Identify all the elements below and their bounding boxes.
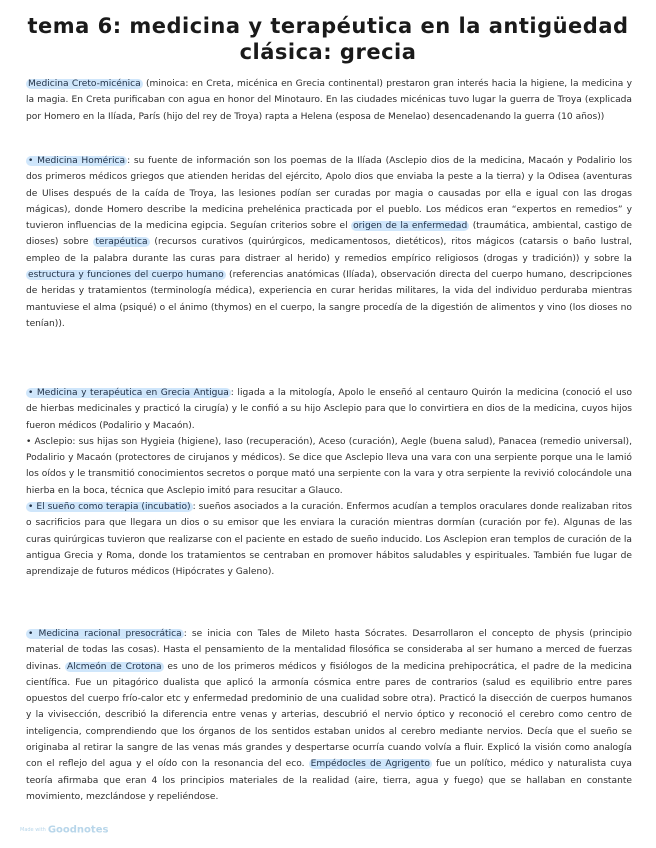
paragraph-text: (referencias anatómicas (Ilíada), observación directa del cuerpo humano, descripciones de heridas y tratamientos (terminología médica), experiencia en curar heridas militares, la vida del individuo perduraba mientras mantuviese el alma (psiqué) o el ánimo (thymos) en el cuerpo, la sangre procedía de la digestión de alimentos y vino (los dioses no tenían)). (26, 270, 632, 329)
watermark-made-with: Made with (20, 827, 46, 833)
goodnotes-watermark (20, 822, 108, 838)
paragraph-text: fue un político, médico y naturalista cuya teoría afirmaba que eran 4 los principios materiales de la realidad (aire, tierra, agua y fuego) que se hallaban en constante movimiento, mezclándose y repeliéndose. (26, 759, 632, 802)
watermark-brand: Goodnotes (47, 824, 109, 836)
paragraph-text: : ligada a la mitología, Apolo le enseñó al centauro Quirón la medicina (conoció el uso de hierbas medicinales y practicó la cirugía) y le confió a su hijo Asclepio para que lo convirtiera en dios de la medicina, cuyos hijos fueron médicos (Podalirio y Macaón). (26, 388, 632, 431)
paragraph (26, 434, 632, 499)
paragraph (26, 499, 632, 580)
paragraph (26, 76, 632, 125)
highlight-term: Empédocles de Agrigento (310, 759, 430, 770)
highlight-term: • El sueño como terapia (incubatio) (28, 502, 191, 513)
paragraph-text: (minoica: en Creta, micénica en Grecia continental) prestaron gran interés hacia la higiene, la medicina y la magia. En Creta purificaban con agua en honor del Minotauro. En las ciudades micénicas tuvo lugar la guerra de Troya (explicada por Homero en la Ilíada, París (hijo del rey de Troya) rapta a Helena (esposa de Menelao) desencadenando la guerra (10 años)) (26, 79, 632, 122)
section-grecia-antigua (26, 385, 632, 617)
paragraph-text: es uno de los primeros médicos y fisiólogos de la medicina prehipocrática, el padre de la medicina científica. Fue un pitagórico dualista que aplicó la armonía cósmica entre pares de contrarios (salud es equilibrio entre pares opuestos del cuerpo frío-calor etc y enfermedad predominio de una cualidad sobre otra). Practicó la disección de cuerpos humanos y la vivisección, describió la diferencia entre venas y arterias, descubrió el nervio óptico y reconoció el cerebro como centro de inteligencia, comprendiendo que los órganos de los sentidos estaban unidos al cerebro mediante nervios. Decía que el sueño se originaba al retirar la sangre de las venas más grandes y despertarse ocurría cuando volvía a fluir. Explicó la visión como analogía con el reflejo del agua y el oído con la resonancia del eco. (26, 661, 632, 770)
paragraph (26, 153, 632, 332)
paragraph-text: (traumática, ambiental, castigo de dioses) sobre (26, 221, 632, 248)
page-title-line-1: tema 6: medicina y terapéutica en la antigüedad (27, 14, 629, 38)
highlight-term: • Medicina y terapéutica en Grecia Antigua (28, 388, 229, 398)
highlight-term: • Medicina Homérica (28, 156, 126, 166)
highlight-term: • Medicina racional presocrática (28, 629, 182, 639)
highlight-term: terapéutica (95, 237, 148, 248)
paragraph-text: • Asclepio: sus hijas son Hygieia (higiene), Iaso (recuperación), Aceso (curación), Aegle (buena salud), Panacea (remedio universal), Podalirio y Macaón (protectores de cirujanos y médicos). Se dice que Asclepio lleva una vara con una serpiente porque una le lamió los oídos y le transmitió conocimientos secretos o porque mató una serpiente con la vara y otra serpiente la revivió colocándole una hierba en la boca, técnica que Asclepio imitó para resucitar a Glauco. (26, 436, 632, 496)
page-title-line-2: clásica: grecia (239, 40, 417, 64)
paragraph (26, 385, 632, 434)
section-creto-micenica (26, 76, 632, 154)
paragraph (26, 626, 632, 805)
section-homerica (26, 153, 632, 368)
highlight-term: origen de la enfermedad (353, 221, 468, 232)
highlight-term: Medicina Creto-micénica (28, 79, 141, 89)
paragraph-text: : su fuente de información son los poemas de la Ilíada (Asclepio dios de la medicina, Macaón y Podalirio los dos primeros médicos griegos que atienden heridas del ejército, Apolo dios que enviaba la peste a la tierra) y la Odisea (aventuras de Ulises después de la caída de Troya, las lesiones podían ser curadas por magia o causadas por ella e igual con las drogas mágicas), donde Homero describe la medicina prehelénica practicada por el pueblo. Los médicos eran “expertos en remedios” y tuvieron influencias de la medicina egipcia. Seguían criterios sobre el (26, 156, 632, 232)
paragraph-text: (recursos curativos (quirúrgicos, medicamentosos, dietéticos), ritos mágicos (catarsis o baño lustral, empleo de la palabra durante las curas para distraer al herido) y remedios empírico religiosos (drogas y tradición)) y sobre la (26, 237, 632, 264)
paragraph-text: : se inicia con Tales de Mileto hasta Sócrates. Desarrollaron el concepto de physis (principio material de todas las cosas). Hasta el pensamiento de la mentalidad filosófica se consideraba al ser humano a merced de fuerzas divinas. (26, 629, 632, 672)
section-presocratica (26, 626, 632, 838)
highlight-term: estructura y funciones del cuerpo humano (28, 270, 224, 281)
highlight-term: Alcmeón de Crotona (67, 661, 162, 672)
paragraph-text: : sueños asociados a la curación. Enfermos acudían a templos oraculares donde realizaban ritos o sacrificios para que llegara un dios o su emisor que les enviara la curación mientras dormían (curación por fe). Algunas de las curas quirúrgicas tuvieron que realizarse con el paciente en estado de sueño inducido. Los Asclepion eran templos de curación de la antigua Grecia y Roma, donde los tratamientos se centraban en promover hábitos saludables y espirituales. También fue lugar de aprendizaje de futuros médicos (Hipócrates y Galeno). (26, 502, 632, 578)
